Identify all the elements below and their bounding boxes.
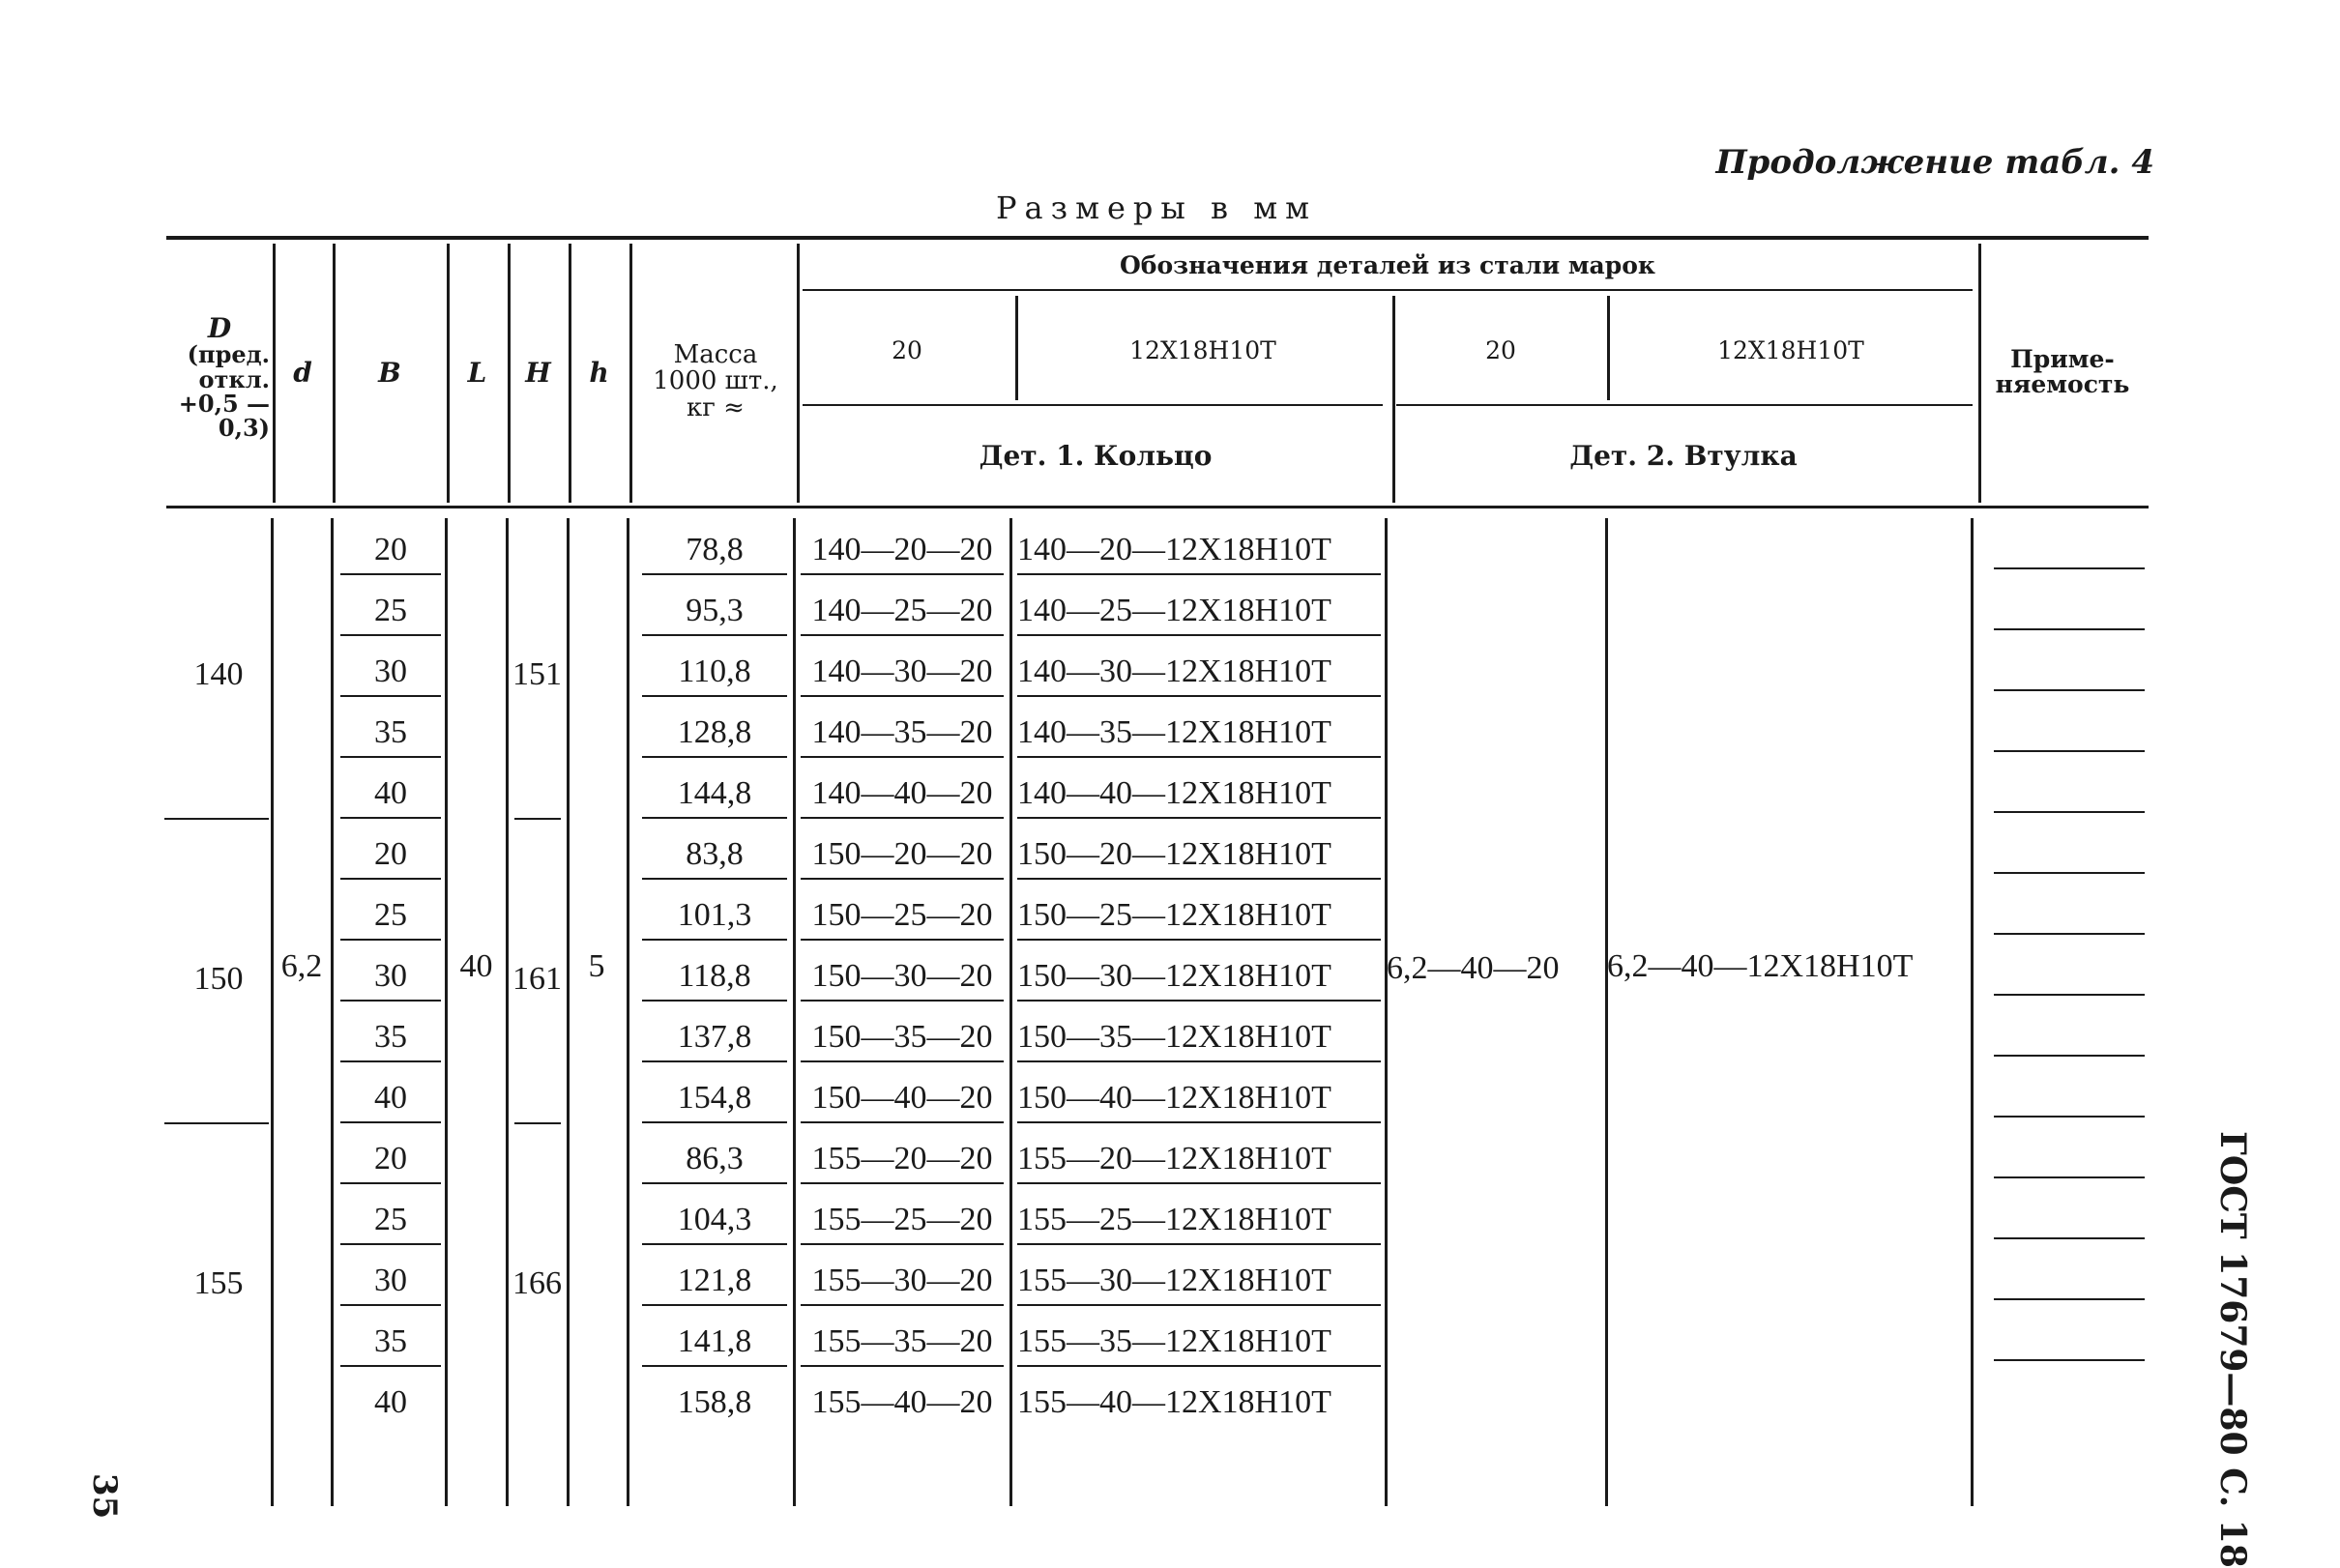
applicability-blank-line (1994, 689, 2145, 691)
applicability-blank-line (1994, 1116, 2145, 1118)
cell-ring-20: 150—35—20 (801, 1014, 1004, 1062)
cell-ring-steel: 155—40—12Х18Н10Т (1017, 1384, 1331, 1420)
applicability-blank-line (1994, 1298, 2145, 1300)
cell-mass: 118,8 (642, 953, 787, 1002)
cell-mass: 154,8 (642, 1075, 787, 1123)
cell-ring-20: 150—40—20 (801, 1075, 1004, 1123)
header-divider (629, 244, 632, 503)
common-h: 5 (588, 948, 605, 984)
cell-B: 20 (340, 527, 441, 575)
body-divider (1605, 518, 1608, 1506)
cell-ring-steel: 140—35—12Х18Н10Т (1017, 710, 1381, 758)
table-top-rule (166, 236, 2149, 240)
cell-B: 40 (340, 1075, 441, 1123)
cell-ring-20: 150—20—20 (801, 831, 1004, 880)
cell-ring-steel: 140—20—12Х18Н10Т (1017, 527, 1381, 575)
group-H: 161 (512, 960, 562, 997)
cell-ring-20: 140—40—20 (801, 770, 1004, 819)
grades-rule-right (1396, 404, 1973, 406)
units-caption: Размеры в мм (996, 189, 1317, 226)
cell-ring-steel: 155—35—12Х18Н10Т (1017, 1319, 1381, 1367)
applicability-blank-line (1994, 994, 2145, 996)
cell-mass: 95,3 (642, 588, 787, 636)
cell-ring-20: 140—30—20 (801, 649, 1004, 697)
cell-ring-20: 155—25—20 (801, 1197, 1004, 1245)
header-grade-steel-ring: 12Х18Н10Т (1129, 335, 1276, 364)
cell-mass: 86,3 (642, 1136, 787, 1184)
cell-ring-steel: 150—20—12Х18Н10Т (1017, 831, 1381, 880)
body-divider (1009, 518, 1012, 1506)
cell-ring-steel: 155—20—12Х18Н10Т (1017, 1136, 1381, 1184)
group-D: 140 (193, 655, 244, 692)
applicability-blank-line (1994, 1055, 2145, 1057)
header-H: H (525, 357, 551, 390)
cell-ring-20: 155—40—20 (811, 1384, 993, 1420)
applicability-blank-line (1994, 1176, 2145, 1178)
cell-ring-20: 140—35—20 (801, 710, 1004, 758)
applicability-blank-line (1994, 933, 2145, 935)
header-D-tolerance: (пред. откл. +0,5 —0,3) (178, 340, 270, 442)
header-D (166, 309, 273, 445)
cell-ring-20: 150—30—20 (801, 953, 1004, 1002)
cell-mass: 110,8 (642, 649, 787, 697)
header-grade-20-ring: 20 (892, 335, 922, 364)
cell-mass: 78,8 (642, 527, 787, 575)
cell-mass: 137,8 (642, 1014, 787, 1062)
standard-side-label: ГОСТ 17679—80 С. 18 (2212, 1131, 2253, 1568)
cell-ring-steel: 150—25—12Х18Н10Т (1017, 892, 1381, 941)
applicability-blank-line (1994, 811, 2145, 813)
body-divider (445, 518, 448, 1506)
common-d: 6,2 (280, 948, 323, 984)
cell-mass: 128,8 (642, 710, 787, 758)
cell-ring-steel: 155—30—12Х18Н10Т (1017, 1258, 1381, 1306)
body-divider (1971, 518, 1974, 1506)
continuation-label: Продолжение табл. 4 (1715, 143, 2154, 182)
grades-rule-left (803, 404, 1383, 406)
header-grade-20-bushing: 20 (1485, 335, 1516, 364)
body-divider (627, 518, 629, 1506)
cell-ring-20: 155—30—20 (801, 1258, 1004, 1306)
cell-B: 35 (340, 710, 441, 758)
body-divider (567, 518, 570, 1506)
cell-mass: 141,8 (642, 1319, 787, 1367)
page-number: 35 (85, 1473, 124, 1520)
header-ring: Дет. 1. Кольцо (979, 440, 1213, 473)
cell-ring-steel: 150—35—12Х18Н10Т (1017, 1014, 1381, 1062)
header-designations: Обозначения деталей из стали марок (1120, 250, 1655, 279)
cell-mass: 158,8 (677, 1384, 752, 1420)
cell-ring-steel: 155—25—12Х18Н10Т (1017, 1197, 1381, 1245)
header-bushing: Дет. 2. Втулка (1569, 440, 1798, 473)
cell-B: 25 (340, 1197, 441, 1245)
bushing-steel-designation: 6,2—40—12Х18Н10Т (1607, 948, 1914, 984)
cell-ring-20: 155—35—20 (801, 1319, 1004, 1367)
cell-B: 40 (340, 770, 441, 819)
header-bottom-rule (166, 506, 2149, 508)
header-d: d (293, 357, 312, 390)
cell-mass: 144,8 (642, 770, 787, 819)
cell-mass: 104,3 (642, 1197, 787, 1245)
applicability-blank-line (1994, 750, 2145, 752)
body-divider (271, 518, 274, 1506)
cell-B: 20 (340, 1136, 441, 1184)
applicability-blank-line (1994, 567, 2145, 569)
group-divider-D (164, 818, 269, 820)
cell-ring-steel: 140—30—12Х18Н10Т (1017, 649, 1381, 697)
header-divider (1978, 244, 1981, 503)
group-H: 151 (512, 655, 562, 692)
group-divider-H (514, 1122, 561, 1124)
cell-ring-steel: 150—30—12Х18Н10Т (1017, 953, 1381, 1002)
cell-B: 40 (374, 1384, 407, 1420)
bushing-20-designation: 6,2—40—20 (1387, 950, 1560, 986)
cell-ring-20: 155—20—20 (801, 1136, 1004, 1184)
cell-B: 30 (340, 1258, 441, 1306)
designations-rule (803, 289, 1973, 291)
cell-ring-20: 150—25—20 (801, 892, 1004, 941)
common-L: 40 (459, 948, 493, 984)
cell-ring-steel: 140—40—12Х18Н10Т (1017, 770, 1381, 819)
cell-B: 30 (340, 953, 441, 1002)
applicability-blank-line (1994, 872, 2145, 874)
cell-ring-steel: 140—25—12Х18Н10Т (1017, 588, 1381, 636)
group-H: 166 (512, 1264, 562, 1301)
cell-mass: 83,8 (642, 831, 787, 880)
body-divider (1385, 518, 1388, 1506)
applicability-blank-line (1994, 1359, 2145, 1361)
cell-ring-20: 140—25—20 (801, 588, 1004, 636)
cell-B: 35 (340, 1319, 441, 1367)
cell-mass: 121,8 (642, 1258, 787, 1306)
cell-B: 35 (340, 1014, 441, 1062)
header-mass: Масса 1000 шт., кг ≈ (653, 340, 778, 422)
body-divider (793, 518, 796, 1506)
cell-ring-20: 140—20—20 (801, 527, 1004, 575)
header-D-symbol: D (207, 311, 232, 344)
cell-B: 30 (340, 649, 441, 697)
header-grade-steel-bushing: 12Х18Н10Т (1717, 335, 1864, 364)
cell-B: 20 (340, 831, 441, 880)
header-L: L (467, 357, 487, 390)
cell-ring-steel: 150—40—12Х18Н10Т (1017, 1075, 1381, 1123)
group-D: 150 (193, 960, 244, 997)
applicability-blank-line (1994, 1237, 2145, 1239)
group-divider-D (164, 1122, 269, 1124)
cell-B: 25 (340, 892, 441, 941)
group-D: 155 (193, 1264, 244, 1301)
applicability-blank-line (1994, 628, 2145, 630)
cell-B: 25 (340, 588, 441, 636)
body-divider (331, 518, 334, 1506)
header-h: h (589, 357, 609, 390)
cell-mass: 101,3 (642, 892, 787, 941)
header-applicability: Приме-няемость (1995, 344, 2130, 398)
header-B: B (378, 357, 401, 390)
group-divider-H (514, 818, 561, 820)
